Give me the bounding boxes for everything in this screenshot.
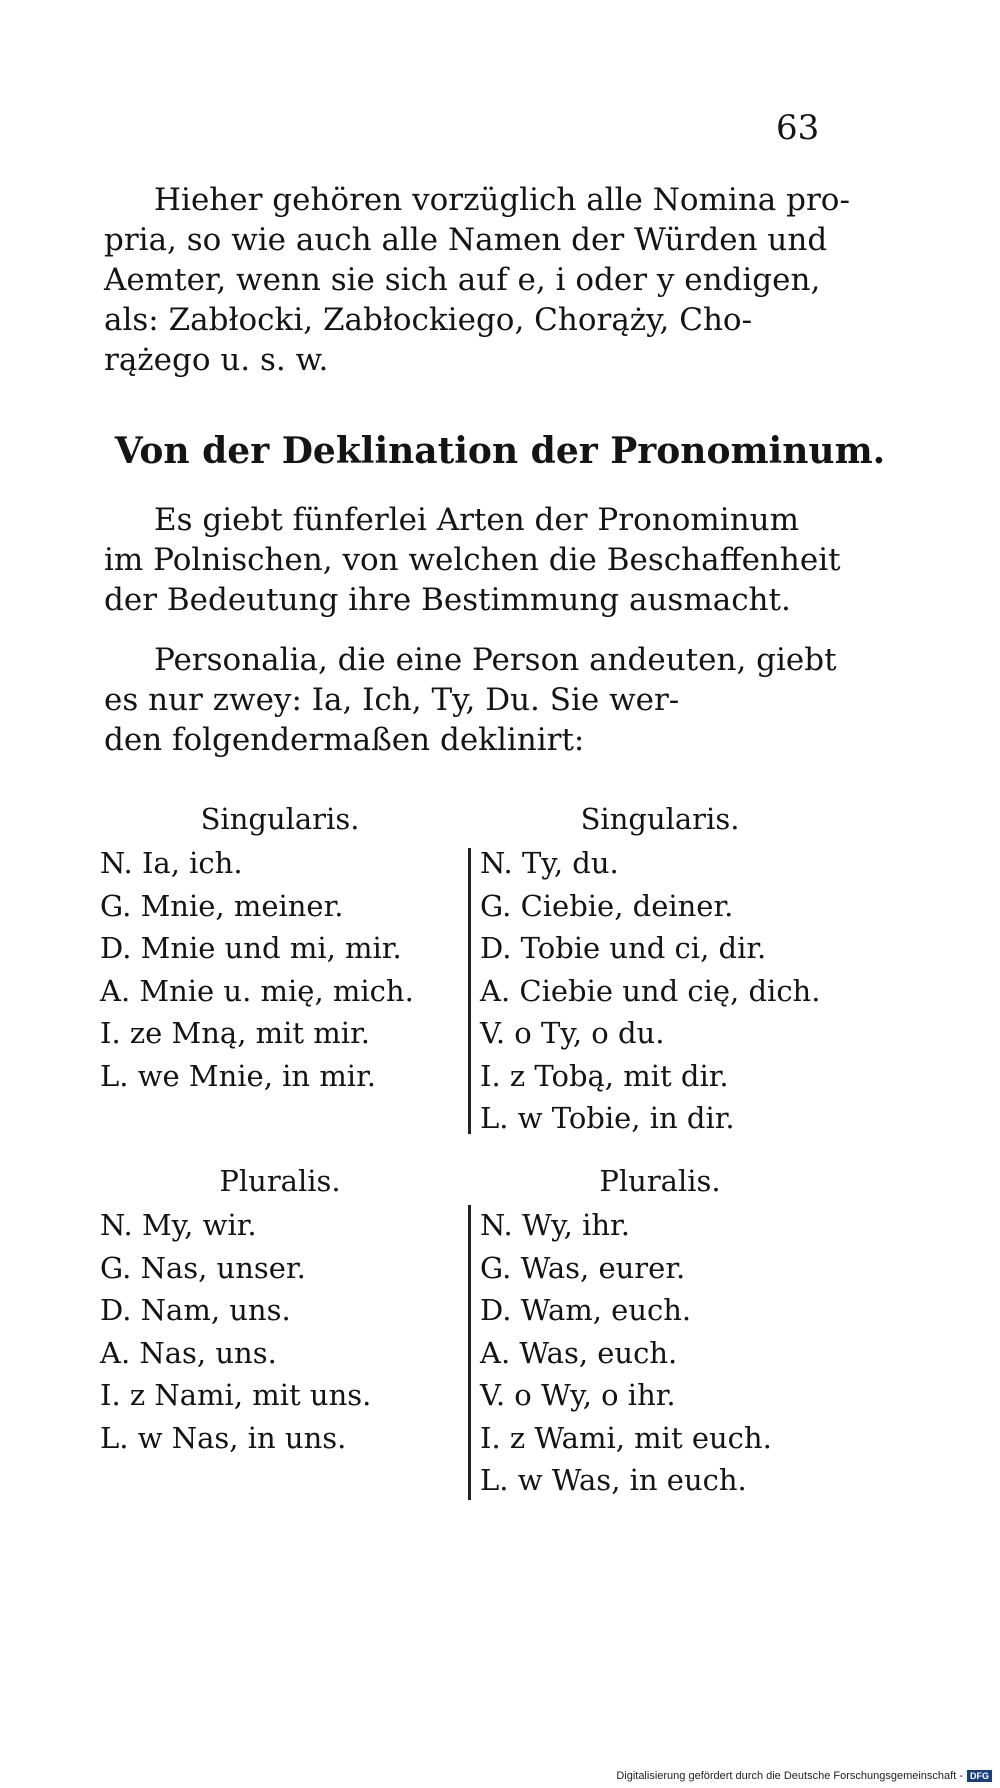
declension-row: I. z Nami, mit uns.: [100, 1378, 372, 1412]
text-line: Personalia, die eine Person andeuten, giebt: [154, 642, 837, 678]
text-line: als: Zabłocki, Zabłockiego, Chorąży, Cho-: [104, 302, 753, 338]
declension-row: V. o Wy, o ihr.: [480, 1378, 676, 1412]
text-line: rążego u. s. w.: [104, 342, 329, 378]
declension-row: A. Nas, uns.: [100, 1335, 277, 1370]
declension-row: I. ze Mną, mit mir.: [100, 1016, 370, 1050]
declension-row: G. Was, eurer.: [480, 1250, 686, 1285]
plural-right-column: [480, 1158, 840, 1502]
paragraph-nomina-propria: [104, 180, 850, 380]
text-line: pria, so wie auch alle Namen der Würden und: [104, 222, 828, 258]
dfg-logo: DFG: [967, 1770, 992, 1782]
page-number: 63: [776, 108, 820, 148]
text-line: Hieher gehören vorzüglich alle Nomina pro-: [154, 182, 850, 218]
column-header: Singularis.: [200, 802, 360, 836]
declension-row: D. Nam, uns.: [100, 1293, 291, 1327]
declension-row: D. Tobie und ci, dir.: [480, 931, 767, 965]
paragraph-personalia: [104, 640, 837, 760]
text-line: Aemter, wenn sie sich auf e, i oder y endigen,: [104, 262, 821, 298]
column-divider: [468, 1205, 471, 1500]
column-header: Pluralis.: [599, 1164, 721, 1198]
declension-row: L. we Mnie, in mir.: [100, 1058, 376, 1093]
column-header: Pluralis.: [219, 1164, 341, 1198]
declension-row: V. o Ty, o du.: [480, 1016, 665, 1050]
declension-row: A. Mnie u. mię, mich.: [100, 973, 414, 1008]
column-divider: [468, 848, 471, 1134]
declension-row: L. w Nas, in uns.: [100, 1420, 347, 1455]
singular-left-column: [100, 796, 460, 1097]
declension-row: D. Mnie und mi, mir.: [100, 931, 402, 965]
declension-row: L. w Tobie, in dir.: [480, 1101, 735, 1135]
footer-text: Digitalisierung gefördert durch die Deutsche Forschungsgemeinschaft -: [616, 1770, 963, 1782]
text-line: es nur zwey: Ia, Ich, Ty, Du. Sie wer-: [104, 682, 680, 718]
declension-row: L. w Was, in euch.: [480, 1463, 747, 1497]
declension-row: I. z Tobą, mit dir.: [480, 1058, 729, 1093]
text-line: der Bedeutung ihre Bestimmung ausmacht.: [104, 582, 791, 618]
singular-right-column: [480, 796, 840, 1140]
section-heading: Von der Deklination der Pronominum.: [114, 430, 886, 472]
text-line: im Polnischen, von welchen die Beschaffenheit: [104, 542, 841, 578]
declension-row: N. Ia, ich.: [100, 846, 243, 880]
declension-row: I. z Wami, mit euch.: [480, 1420, 772, 1455]
text-line: Es giebt fünferlei Arten der Pronominum: [154, 502, 800, 538]
declension-row: G. Nas, unser.: [100, 1250, 306, 1285]
declension-row: G. Mnie, meiner.: [100, 888, 344, 923]
declension-row: N. Wy, ihr.: [480, 1208, 630, 1242]
declension-row: A. Ciebie und cię, dich.: [480, 973, 821, 1008]
declension-row: N. My, wir.: [100, 1208, 257, 1242]
declension-row: N. Ty, du.: [480, 846, 619, 880]
declension-row: G. Ciebie, deiner.: [480, 888, 734, 923]
text-line: den folgendermaßen deklinirt:: [104, 722, 585, 758]
declension-row: D. Wam, euch.: [480, 1293, 692, 1327]
digitization-footer: [616, 1770, 992, 1782]
column-header: Singularis.: [580, 802, 740, 836]
plural-left-column: [100, 1158, 460, 1459]
paragraph-pronoun-kinds: [104, 500, 841, 620]
declension-row: A. Was, euch.: [480, 1335, 678, 1370]
